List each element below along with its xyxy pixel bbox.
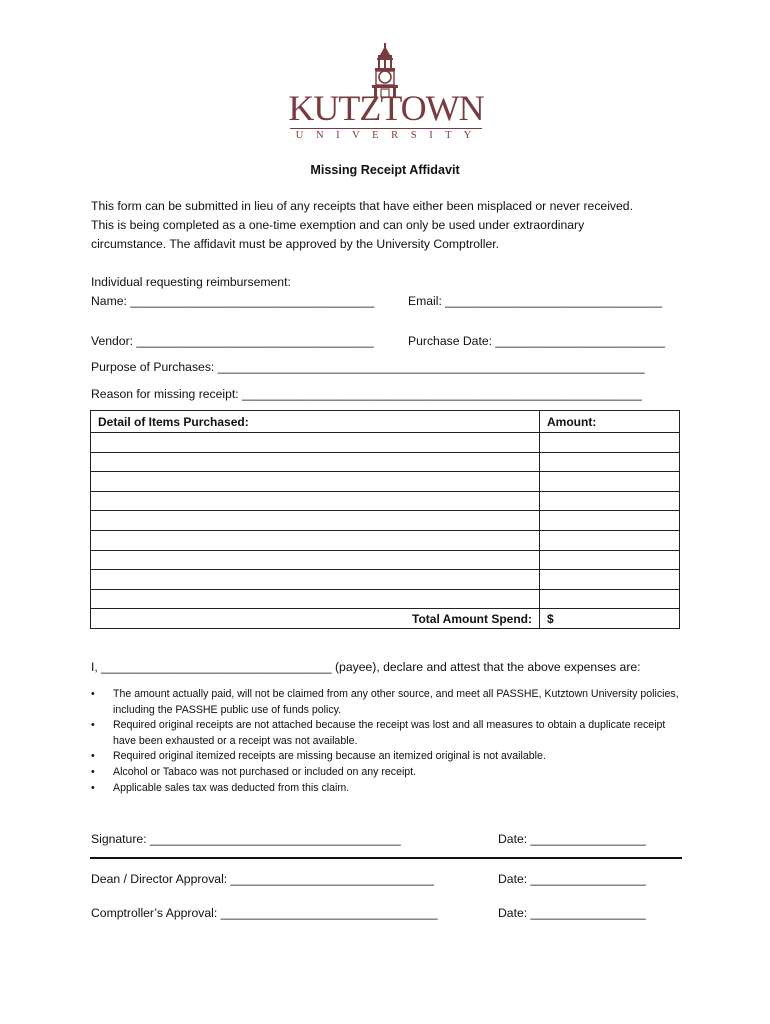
item-amount-cell[interactable] <box>540 472 680 492</box>
item-detail-cell[interactable] <box>91 570 540 590</box>
purchase-date-field[interactable]: Purchase Date: _________________________ <box>408 334 665 348</box>
item-detail-cell[interactable] <box>91 472 540 492</box>
signature-field[interactable]: Signature: _____________________________________ <box>91 832 401 846</box>
bullet-icon: • <box>91 781 95 794</box>
items-table <box>90 410 680 629</box>
item-detail-cell[interactable] <box>91 589 540 609</box>
item-amount-cell[interactable] <box>540 491 680 511</box>
table-row <box>91 511 680 531</box>
item-amount-cell[interactable] <box>540 452 680 472</box>
table-header-row <box>91 411 680 433</box>
bullet-icon: • <box>91 688 95 700</box>
item-amount-cell[interactable] <box>540 550 680 570</box>
item-detail-cell[interactable] <box>91 530 540 550</box>
signature-date-field[interactable]: Date: _________________ <box>498 832 646 846</box>
table-row <box>91 550 680 570</box>
page-title: Missing Receipt Affidavit <box>310 163 460 177</box>
intro-line: This is being completed as a one-time exemption and can only be used under extraordinary <box>91 218 585 232</box>
individual-label: Individual requesting reimbursement: <box>91 275 291 289</box>
item-detail-cell[interactable] <box>91 433 540 453</box>
purpose-field[interactable]: Purpose of Purchases: _______________________________________________________________ <box>91 360 645 374</box>
list-item <box>91 718 691 749</box>
table-row <box>91 570 680 590</box>
logo-subtitle: U N I V E R S I T Y <box>295 130 477 141</box>
item-amount-cell[interactable] <box>540 589 680 609</box>
list-item-text: Applicable sales tax was deducted from this claim. <box>113 781 350 794</box>
divider <box>90 857 682 859</box>
table-row <box>91 491 680 511</box>
item-amount-cell[interactable] <box>540 530 680 550</box>
item-detail-cell[interactable] <box>91 550 540 570</box>
comptroller-approval-field[interactable]: Comptroller’s Approval: ________________________________ <box>91 906 438 920</box>
item-amount-cell[interactable] <box>540 511 680 531</box>
table-row <box>91 472 680 492</box>
intro-line: circumstance. The affidavit must be approved by the University Comptroller. <box>91 237 500 251</box>
intro-paragraph <box>91 197 691 254</box>
bullet-icon: • <box>91 719 95 732</box>
attestation-list <box>91 687 691 796</box>
dean-approval-field[interactable]: Dean / Director Approval: ______________________________ <box>91 872 434 886</box>
item-detail-cell[interactable] <box>91 452 540 472</box>
item-amount-cell[interactable] <box>540 433 680 453</box>
list-item <box>91 765 691 781</box>
comptroller-date-field[interactable]: Date: _________________ <box>498 906 646 920</box>
table-row <box>91 589 680 609</box>
logo-wordmark: KUTZTOWN <box>288 88 484 128</box>
payee-declaration[interactable]: I, __________________________________ (payee), declare and attest that the above expenses are: <box>91 660 641 674</box>
bullet-icon: • <box>91 765 95 778</box>
detail-column-header: Detail of Items Purchased: <box>91 411 540 433</box>
email-field[interactable]: Email: ________________________________ <box>408 294 663 308</box>
intro-line: This form can be submitted in lieu of any receipts that have either been misplaced or never received. <box>91 199 633 213</box>
bullet-icon: • <box>91 750 95 763</box>
dean-date-field[interactable]: Date: _________________ <box>498 872 646 886</box>
list-item-text: Required original receipts are not attached because the receipt was lost and all measures to obtain a duplicate receipt have been exhausted or a receipt was not available. <box>113 719 666 747</box>
item-amount-cell[interactable] <box>540 570 680 590</box>
list-item-text: Required original itemized receipts are missing because an itemized original is not available. <box>113 750 546 763</box>
list-item <box>91 781 691 797</box>
total-amount-cell[interactable]: $ <box>540 609 680 629</box>
amount-column-header: Amount: <box>540 411 680 433</box>
list-item <box>91 749 691 765</box>
item-detail-cell[interactable] <box>91 511 540 531</box>
total-row <box>91 609 680 629</box>
table-row <box>91 433 680 453</box>
vendor-field[interactable]: Vendor: ___________________________________ <box>91 334 374 348</box>
reason-field[interactable]: Reason for missing receipt: ___________________________________________________________ <box>91 387 642 401</box>
table-row <box>91 530 680 550</box>
list-item-text: The amount actually paid, will not be claimed from any other source, and meet all PASSHE, Kutztown University policies, including the PASSHE public use of funds policy. <box>113 688 679 716</box>
list-item <box>91 687 691 718</box>
item-detail-cell[interactable] <box>91 491 540 511</box>
name-field[interactable]: Name: ____________________________________ <box>91 294 375 308</box>
total-label: Total Amount Spend: <box>91 609 540 629</box>
list-item-text: Alcohol or Tabaco was not purchased or included on any receipt. <box>113 765 417 778</box>
kutztown-logo <box>288 43 484 145</box>
table-row <box>91 452 680 472</box>
